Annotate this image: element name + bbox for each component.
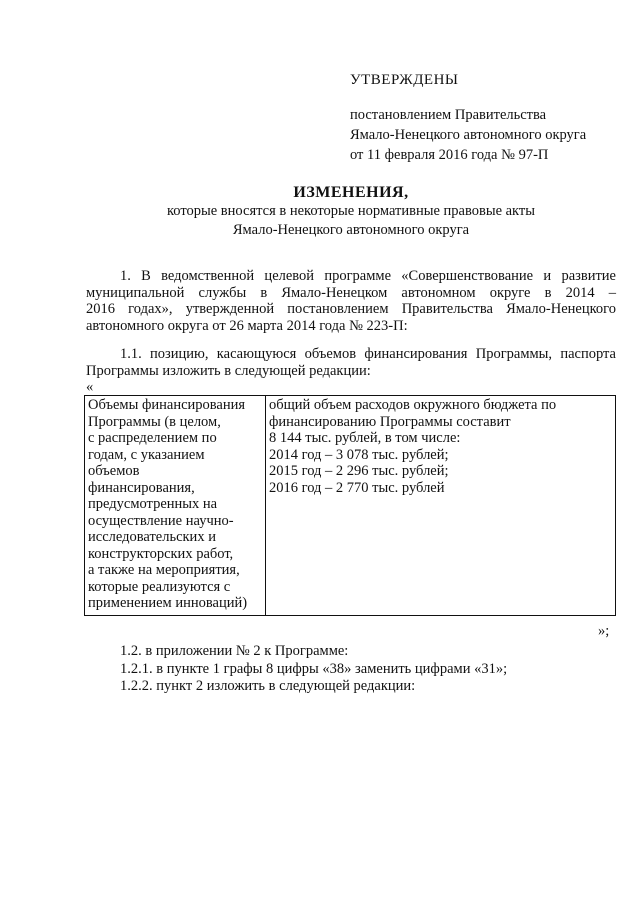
table-row xyxy=(85,396,616,616)
funding-value-cell xyxy=(266,396,616,616)
quote-close-mark: »; xyxy=(598,623,610,639)
cell-line: с распределением по xyxy=(88,430,217,446)
cell-line: объемов xyxy=(88,463,140,479)
quote-open-mark: « xyxy=(86,379,94,395)
paragraph-1-1 xyxy=(86,346,616,379)
items-list xyxy=(120,643,507,696)
document-title-sub: которые вносятся в некоторые нормативные правовые акты xyxy=(166,203,535,219)
cell-line: 2016 год – 2 770 тыс. рублей xyxy=(269,479,445,496)
paragraph-1 xyxy=(86,268,616,334)
cell-line: конструкторских работ, xyxy=(88,545,234,562)
list-item: 1.2. в приложении № 2 к Программе: xyxy=(120,643,349,659)
cell-line: 2014 год – 3 078 тыс. рублей; xyxy=(269,446,449,463)
funding-table xyxy=(84,395,616,616)
cell-line: применением инноваций) xyxy=(88,595,248,611)
cell-line: предусмотренных на xyxy=(88,496,218,512)
approval-title: УТВЕРЖДЕНЫ xyxy=(350,72,459,88)
approval-line: Ямало-Ненецкого автономного округа xyxy=(350,127,587,143)
cell-line: которые реализуются с xyxy=(88,578,231,595)
document-title-main: ИЗМЕНЕНИЯ, xyxy=(293,184,409,201)
cell-line: Программы (в целом, xyxy=(88,413,221,430)
cell-line: общий объем расходов окружного бюджета по xyxy=(269,397,557,413)
paragraph-line: муниципальной службы в Ямало-Ненецком автономном округе в 2014 – xyxy=(86,284,616,301)
document-title xyxy=(86,183,616,240)
cell-line: 8 144 тыс. рублей, в том числе: xyxy=(269,430,461,446)
paragraph-line: 2016 годах», утвержденной постановлением Правительства Ямало-Ненецкого xyxy=(86,301,616,317)
approval-line: постановлением Правительства xyxy=(350,107,547,123)
paragraph-line: автономного округа от 26 марта 2014 года № 223-П: xyxy=(86,317,408,334)
list-item: 1.2.2. пункт 2 изложить в следующей редакции: xyxy=(120,678,416,694)
paragraph-line: 1.1. позицию, касающуюся объемов финансирования Программы, паспорта xyxy=(120,346,616,362)
cell-line: исследовательских и xyxy=(88,529,216,545)
approval-line: от 11 февраля 2016 года № 97-П xyxy=(350,147,549,163)
cell-line: осуществление научно- xyxy=(88,512,234,529)
funding-label-cell xyxy=(85,396,266,616)
cell-line: Объемы финансирования xyxy=(88,397,246,413)
cell-line: финансированию Программы составит xyxy=(269,413,511,430)
cell-line: финансирования, xyxy=(88,479,195,496)
paragraph-line: Программы изложить в следующей редакции: xyxy=(86,362,371,379)
list-item: 1.2.1. в пункте 1 графы 8 цифры «38» заменить цифрами «31»; xyxy=(120,660,508,677)
document-title-sub: Ямало-Ненецкого автономного округа xyxy=(232,222,470,238)
cell-line: 2015 год – 2 296 тыс. рублей; xyxy=(269,463,449,479)
paragraph-line: 1. В ведомственной целевой программе «Совершенствование и развитие xyxy=(120,268,616,284)
cell-line: а также на мероприятия, xyxy=(88,562,240,578)
approval-block xyxy=(350,70,586,165)
cell-line: годам, с указанием xyxy=(88,446,205,463)
